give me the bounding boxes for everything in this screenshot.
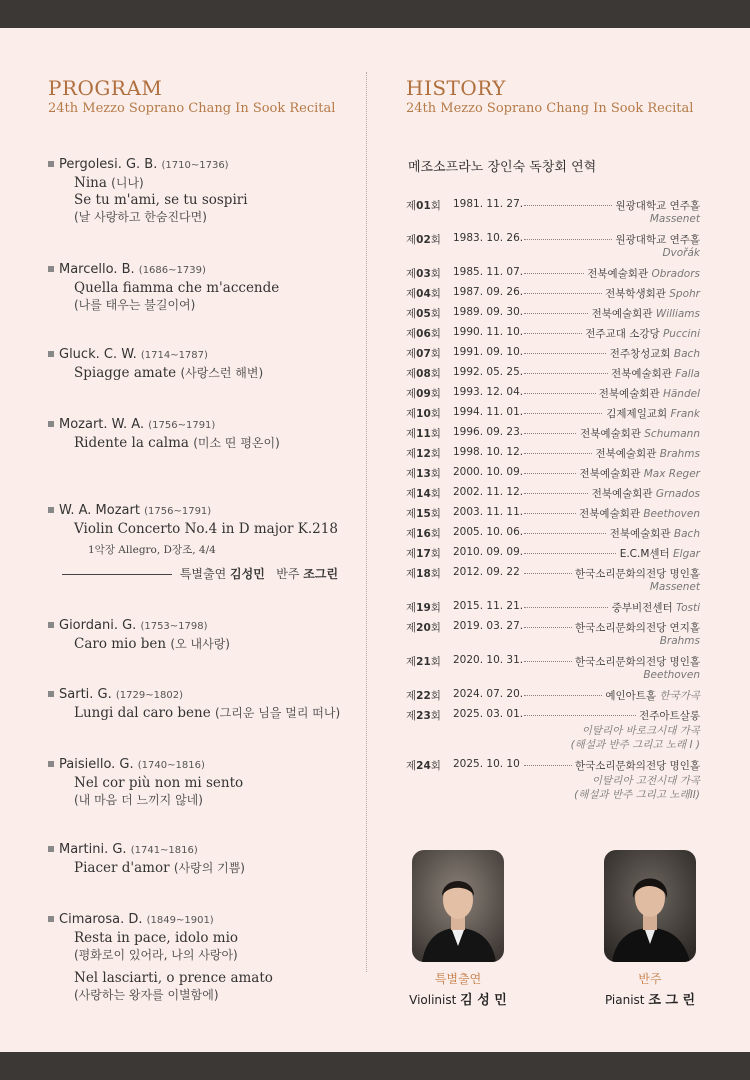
row-venue: 예인아트홀 bbox=[605, 690, 657, 702]
row-venue: 중부비전센터 bbox=[611, 602, 673, 614]
row-number-value: 03 bbox=[416, 268, 431, 280]
composer-years: (1756~1791) bbox=[144, 506, 212, 517]
row-suffix: 회 bbox=[430, 200, 441, 212]
program-item bbox=[48, 502, 358, 558]
work-korean: (평화로이 있어라, 나의 사랑아) bbox=[74, 948, 238, 962]
row-date: 2024. 07. 20. bbox=[453, 688, 524, 700]
row-composer: Falla bbox=[675, 368, 700, 380]
row-date: 1993. 12. 04. bbox=[453, 386, 524, 398]
row-venue-line bbox=[582, 326, 700, 341]
composer-name: Paisiello. G. bbox=[59, 757, 134, 772]
row-number-value: 02 bbox=[416, 234, 431, 246]
pianist-name: 조 그 린 bbox=[648, 993, 696, 1008]
composer bbox=[48, 416, 358, 435]
row-suffix: 회 bbox=[430, 348, 441, 360]
work-korean: (사랑의 기쁨) bbox=[173, 861, 245, 875]
row-composer: Williams bbox=[655, 308, 700, 320]
work-korean: (니나) bbox=[111, 176, 144, 190]
work-title: Nina bbox=[74, 175, 107, 191]
row-suffix: 회 bbox=[430, 448, 441, 460]
row-date: 2025. 03. 01. bbox=[453, 708, 524, 720]
row-subtitle: Dvořák bbox=[662, 247, 700, 259]
work-line bbox=[74, 930, 358, 947]
work-korean: (내 마음 더 느끼지 않네) bbox=[74, 793, 203, 807]
violinist-name: 김 성 민 bbox=[460, 993, 507, 1008]
row-date: 2003. 11. 11. bbox=[453, 506, 524, 518]
composer-years: (1729~1802) bbox=[115, 690, 183, 701]
composer-name: Marcello. B. bbox=[59, 262, 135, 277]
special-guest-line bbox=[62, 565, 338, 582]
row-suffix: 회 bbox=[430, 690, 441, 702]
row-number: 제06회 bbox=[406, 328, 441, 340]
row-date: 1987. 09. 26. bbox=[453, 286, 524, 298]
row-suffix: 회 bbox=[430, 368, 441, 380]
work-line bbox=[74, 280, 358, 297]
work-line bbox=[74, 775, 358, 792]
bullet-icon bbox=[48, 846, 54, 852]
work-line bbox=[74, 636, 358, 653]
work-title: Caro mio ben bbox=[74, 636, 167, 652]
row-date: 1994. 11. 01. bbox=[453, 406, 524, 418]
program-title: PROGRAM bbox=[48, 76, 163, 100]
row-number: 제04회 bbox=[406, 288, 441, 300]
row-venue: 전북예술회관 bbox=[595, 448, 657, 460]
work-title: Quella fiamma che m'accende bbox=[74, 280, 280, 296]
row-venue: 전북예술회관 bbox=[591, 488, 653, 500]
bullet-icon bbox=[48, 266, 54, 272]
row-subtitle: Massenet bbox=[649, 213, 700, 225]
row-subtitle: Beethoven bbox=[643, 669, 700, 681]
work-korean: (미소 띤 평온이) bbox=[193, 436, 280, 450]
row-number-value: 20 bbox=[416, 622, 431, 634]
row-suffix: 회 bbox=[430, 328, 441, 340]
work-line bbox=[74, 987, 358, 1004]
row-number-value: 07 bbox=[416, 348, 431, 360]
composer-years: (1740~1816) bbox=[137, 760, 205, 771]
row-subtitle: Massenet bbox=[649, 581, 700, 593]
history-heading: 메조소프라노 장인숙 독창회 연혁 bbox=[408, 160, 597, 175]
work-korean: (그리운 님을 멀리 떠나) bbox=[215, 706, 341, 720]
accompanist-label: 반주 bbox=[276, 567, 300, 581]
work-line bbox=[74, 209, 358, 226]
row-subtitle: 이탈리아 바로크시대 가곡 bbox=[581, 725, 700, 737]
row-number-value: 23 bbox=[416, 710, 431, 722]
program-item bbox=[48, 756, 358, 809]
row-venue: 전북예술회관 bbox=[587, 268, 649, 280]
row-composer: Tosti bbox=[675, 602, 700, 614]
row-date: 2015. 11. 21. bbox=[453, 600, 524, 612]
composer-years: (1753~1798) bbox=[140, 621, 208, 632]
row-venue: 전북학생회관 bbox=[605, 288, 666, 300]
work-line bbox=[74, 970, 358, 987]
work-line bbox=[74, 297, 358, 314]
row-date: 1989. 09. 30. bbox=[453, 306, 524, 318]
row-venue-line bbox=[584, 266, 700, 281]
row-venue: 전북예술회관 bbox=[611, 368, 672, 380]
violinist-en: Violinist bbox=[409, 993, 457, 1007]
bullet-icon bbox=[48, 507, 54, 513]
program-subtitle: 24th Mezzo Soprano Chang In Sook Recital bbox=[48, 101, 336, 116]
row-composer: Händel bbox=[662, 388, 700, 400]
row-venue-line bbox=[596, 386, 700, 401]
row-venue: 원광대학교 연주홀 bbox=[615, 200, 700, 212]
rule bbox=[62, 574, 172, 575]
violinist-photo bbox=[412, 850, 504, 962]
row-number: 제16회 bbox=[406, 528, 441, 540]
work-title: Resta in pace, idolo mio bbox=[74, 930, 239, 946]
row-suffix: 회 bbox=[430, 268, 441, 280]
row-date: 1981. 11. 27. bbox=[453, 198, 524, 210]
row-suffix: 회 bbox=[430, 548, 441, 560]
composer-name: Giordani. G. bbox=[59, 618, 137, 633]
special-name: 김성민 bbox=[230, 567, 265, 581]
row-composer: Puccini bbox=[662, 328, 700, 340]
row-number-value: 14 bbox=[416, 488, 431, 500]
work-line bbox=[74, 947, 358, 964]
row-venue-line bbox=[572, 566, 700, 581]
row-venue-line bbox=[602, 286, 700, 301]
row-venue: 원광대학교 연주홀 bbox=[615, 234, 700, 246]
row-venue: 전주아트살롱 bbox=[639, 710, 700, 722]
row-subtitle: Brahms bbox=[659, 635, 700, 647]
row-suffix: 회 bbox=[430, 656, 441, 668]
row-number: 제02회 bbox=[406, 234, 441, 246]
row-date: 2025. 10. 10 bbox=[453, 758, 520, 770]
work-korean: (날 사랑하고 한숨진다면) bbox=[74, 210, 207, 224]
row-date: 1998. 10. 12. bbox=[453, 446, 524, 458]
composer-name: Cimarosa. D. bbox=[59, 912, 143, 927]
row-date: 1985. 11. 07. bbox=[453, 266, 524, 278]
composer bbox=[48, 617, 358, 636]
accompanist-name: 조그린 bbox=[303, 567, 339, 581]
row-date: 2020. 10. 31. bbox=[453, 654, 524, 666]
work-line bbox=[74, 521, 358, 538]
row-venue-line bbox=[589, 486, 700, 501]
composer bbox=[48, 756, 358, 775]
row-number-value: 11 bbox=[416, 428, 431, 440]
row-date: 2012. 09. 22 bbox=[453, 566, 520, 578]
composer-name: W. A. Mozart bbox=[59, 503, 140, 518]
row-number: 제07회 bbox=[406, 348, 441, 360]
row-number: 제23회 bbox=[406, 710, 441, 722]
row-number-value: 12 bbox=[416, 448, 431, 460]
special-label: 특별출연 bbox=[179, 567, 227, 581]
row-suffix: 회 bbox=[430, 602, 441, 614]
row-suffix: 회 bbox=[430, 710, 441, 722]
program-item bbox=[48, 261, 358, 314]
row-number-value: 16 bbox=[416, 528, 431, 540]
bottom-bar bbox=[0, 1052, 750, 1080]
row-composer: Spohr bbox=[669, 288, 700, 300]
top-bar bbox=[0, 0, 750, 28]
row-date: 2005. 10. 06. bbox=[453, 526, 524, 538]
row-number-value: 24 bbox=[416, 760, 431, 772]
row-number-value: 06 bbox=[416, 328, 431, 340]
work-korean: (나를 태우는 불길이여) bbox=[74, 298, 196, 312]
history-title: HISTORY bbox=[406, 76, 506, 100]
row-composer: Schumann bbox=[644, 428, 700, 440]
row-suffix: 회 bbox=[430, 468, 441, 480]
row-venue-line bbox=[609, 600, 700, 615]
work-korean: (사랑하는 왕자를 이별함에) bbox=[74, 988, 219, 1002]
work-line bbox=[74, 365, 358, 382]
row-number: 제15회 bbox=[406, 508, 441, 520]
row-date: 2000. 10. 09. bbox=[453, 466, 524, 478]
row-suffix: 회 bbox=[430, 388, 441, 400]
row-number-value: 19 bbox=[416, 602, 431, 614]
work-title: Piacer d'amor bbox=[74, 860, 170, 876]
row-number-value: 18 bbox=[416, 568, 431, 580]
bullet-icon bbox=[48, 622, 54, 628]
row-number: 제13회 bbox=[406, 468, 441, 480]
row-venue-line bbox=[607, 346, 700, 361]
row-suffix: 회 bbox=[430, 308, 441, 320]
row-number-value: 09 bbox=[416, 388, 431, 400]
row-number-value: 08 bbox=[416, 368, 431, 380]
work-title: Se tu m'ami, se tu sospiri bbox=[74, 192, 248, 208]
row-venue: 한국소리문화의전당 명인홀 bbox=[574, 568, 700, 580]
row-number-value: 04 bbox=[416, 288, 431, 300]
row-venue: 전북예술회관 bbox=[579, 508, 640, 520]
row-number-value: 01 bbox=[416, 200, 431, 212]
bullet-icon bbox=[48, 161, 54, 167]
row-number-value: 13 bbox=[416, 468, 431, 480]
composer bbox=[48, 502, 358, 521]
row-venue: 전북예술회관 bbox=[609, 528, 671, 540]
composer-years: (1756~1791) bbox=[148, 420, 216, 431]
bullet-icon bbox=[48, 351, 54, 357]
bullet-icon bbox=[48, 421, 54, 427]
row-number-value: 22 bbox=[416, 690, 431, 702]
row-number: 제03회 bbox=[406, 268, 441, 280]
program-item bbox=[48, 156, 358, 226]
row-venue: 전주창성교회 bbox=[609, 348, 671, 360]
bullet-icon bbox=[48, 916, 54, 922]
column-divider bbox=[366, 72, 367, 972]
row-number: 제12회 bbox=[406, 448, 441, 460]
row-subtitle: 이탈리아 고전시대 가곡 bbox=[591, 775, 700, 787]
row-number: 제18회 bbox=[406, 568, 441, 580]
composer-name: Mozart. W. A. bbox=[59, 417, 145, 432]
program-item bbox=[48, 911, 358, 1004]
row-number-value: 21 bbox=[416, 656, 431, 668]
program-item bbox=[48, 346, 358, 382]
row-number: 제01회 bbox=[406, 200, 441, 212]
row-date: 2010. 09. 09. bbox=[453, 546, 524, 558]
composer-years: (1714~1787) bbox=[140, 350, 208, 361]
row-number-value: 17 bbox=[416, 548, 431, 560]
bullet-icon bbox=[48, 761, 54, 767]
row-number-value: 05 bbox=[416, 308, 431, 320]
pianist-name-line bbox=[575, 989, 725, 1008]
row-composer: Brahms bbox=[659, 448, 700, 460]
row-number: 제10회 bbox=[406, 408, 441, 420]
work-title: Spiagge amate bbox=[74, 365, 177, 381]
composer bbox=[48, 841, 358, 860]
row-suffix: 회 bbox=[430, 288, 441, 300]
row-venue-line bbox=[577, 466, 700, 481]
row-composer: Obradors bbox=[651, 268, 700, 280]
row-date: 1990. 11. 10. bbox=[453, 326, 524, 338]
composer-years: (1710~1736) bbox=[161, 160, 229, 171]
work-title: Nel lasciarti, o prence amato bbox=[74, 970, 273, 986]
row-venue: 한국소리문화의전당 명인홀 bbox=[574, 760, 700, 772]
row-venue-line bbox=[617, 546, 700, 561]
row-venue-line bbox=[572, 654, 700, 669]
composer-name: Gluck. C. W. bbox=[59, 347, 137, 362]
row-venue-line bbox=[589, 306, 700, 321]
work-korean: (사랑스런 해변) bbox=[180, 366, 264, 380]
row-venue-line bbox=[577, 426, 700, 441]
row-venue: 김제제일교회 bbox=[606, 408, 668, 420]
row-venue: 한국소리문화의전당 명인홀 bbox=[574, 656, 700, 668]
row-venue-line bbox=[572, 758, 700, 773]
work-title: Nel cor più non mi sento bbox=[74, 775, 244, 791]
work-line bbox=[74, 792, 358, 809]
row-number: 제08회 bbox=[406, 368, 441, 380]
row-venue: 전북예술회관 bbox=[591, 308, 653, 320]
work-korean: (오 내사랑) bbox=[170, 637, 230, 651]
row-composer: Max Reger bbox=[643, 468, 700, 480]
row-date: 2019. 03. 27. bbox=[453, 620, 524, 632]
row-suffix: 회 bbox=[430, 568, 441, 580]
row-venue-line bbox=[636, 708, 700, 723]
pianist-role: 반주 bbox=[638, 972, 662, 986]
row-venue-line bbox=[592, 446, 700, 461]
program-item bbox=[48, 841, 358, 877]
row-subtitle-2: (해설과 반주 그리고 노래II) bbox=[574, 789, 700, 801]
movement: 1악장 Allegro, D장조, 4/4 bbox=[88, 544, 216, 556]
row-date: 1996. 09. 23. bbox=[453, 426, 524, 438]
bullet-icon bbox=[48, 691, 54, 697]
row-number-value: 10 bbox=[416, 408, 431, 420]
row-suffix: 회 bbox=[430, 508, 441, 520]
violinist-role: 특별출연 bbox=[434, 972, 482, 986]
row-composer: Beethoven bbox=[643, 508, 700, 520]
work-line bbox=[74, 705, 358, 722]
row-date: 2002. 11. 12. bbox=[453, 486, 524, 498]
composer-years: (1741~1816) bbox=[130, 845, 198, 856]
row-number-value: 15 bbox=[416, 508, 431, 520]
row-venue-line bbox=[607, 526, 700, 541]
row-suffix: 회 bbox=[430, 760, 441, 772]
row-date: 1991. 09. 10. bbox=[453, 346, 524, 358]
work-line bbox=[74, 175, 358, 192]
composer-years: (1849~1901) bbox=[146, 915, 214, 926]
row-suffix: 회 bbox=[430, 408, 441, 420]
row-composer: Bach bbox=[673, 528, 700, 540]
program-item bbox=[48, 416, 358, 452]
work-line bbox=[74, 192, 358, 209]
row-venue-line bbox=[576, 506, 700, 521]
row-number: 제20회 bbox=[406, 622, 441, 634]
row-suffix: 회 bbox=[430, 234, 441, 246]
history-subtitle: 24th Mezzo Soprano Chang In Sook Recital bbox=[406, 101, 694, 116]
row-venue-line bbox=[613, 232, 700, 247]
program-item bbox=[48, 686, 358, 722]
composer bbox=[48, 156, 358, 175]
program-item bbox=[48, 617, 358, 653]
row-number: 제19회 bbox=[406, 602, 441, 614]
row-number: 제17회 bbox=[406, 548, 441, 560]
row-number: 제11회 bbox=[406, 428, 441, 440]
composer-name: Martini. G. bbox=[59, 842, 127, 857]
row-venue-line bbox=[602, 688, 700, 703]
row-suffix: 회 bbox=[430, 622, 441, 634]
row-number: 제14회 bbox=[406, 488, 441, 500]
row-date: 1992. 05. 25. bbox=[453, 366, 524, 378]
work-title: Ridente la calma bbox=[74, 435, 189, 451]
row-composer: 한국가곡 bbox=[659, 690, 700, 702]
row-suffix: 회 bbox=[430, 428, 441, 440]
work-title: Violin Concerto No.4 in D major K.218 bbox=[74, 521, 338, 537]
row-number: 제09회 bbox=[406, 388, 441, 400]
row-venue-line bbox=[608, 366, 700, 381]
row-venue-line bbox=[603, 406, 700, 421]
composer bbox=[48, 911, 358, 930]
composer bbox=[48, 261, 358, 280]
row-venue: 전주교대 소강당 bbox=[585, 328, 660, 340]
violinist-name-line bbox=[383, 989, 533, 1008]
row-suffix: 회 bbox=[430, 488, 441, 500]
work-title: Lungi dal caro bene bbox=[74, 705, 211, 721]
pianist-photo bbox=[604, 850, 696, 962]
row-composer: Grnados bbox=[655, 488, 700, 500]
composer-years: (1686~1739) bbox=[138, 265, 206, 276]
row-venue: 전북예술회관 bbox=[580, 428, 641, 440]
row-composer: Elgar bbox=[673, 548, 700, 560]
row-composer: Bach bbox=[673, 348, 700, 360]
composer bbox=[48, 686, 358, 705]
row-number: 제22회 bbox=[406, 690, 441, 702]
row-venue: E.C.M센터 bbox=[619, 548, 670, 560]
row-venue: 전북예술회관 bbox=[598, 388, 660, 400]
pianist-en: Pianist bbox=[604, 993, 645, 1007]
row-venue-line bbox=[572, 620, 700, 635]
work-line bbox=[74, 860, 358, 877]
row-number: 제21회 bbox=[406, 656, 441, 668]
row-number: 제05회 bbox=[406, 308, 441, 320]
work-line bbox=[74, 435, 358, 452]
row-date: 1983. 10. 26. bbox=[453, 232, 524, 244]
row-subtitle-2: (해설과 반주 그리고 노래 I ) bbox=[570, 739, 700, 751]
row-composer: Frank bbox=[670, 408, 700, 420]
row-venue-line bbox=[613, 198, 700, 213]
row-number: 제24회 bbox=[406, 760, 441, 772]
composer-name: Pergolesi. G. B. bbox=[59, 157, 158, 172]
row-suffix: 회 bbox=[430, 528, 441, 540]
row-venue: 전북예술회관 bbox=[579, 468, 641, 480]
composer bbox=[48, 346, 358, 365]
row-venue: 한국소리문화의전당 연지홀 bbox=[574, 622, 700, 634]
composer-name: Sarti. G. bbox=[59, 687, 112, 702]
